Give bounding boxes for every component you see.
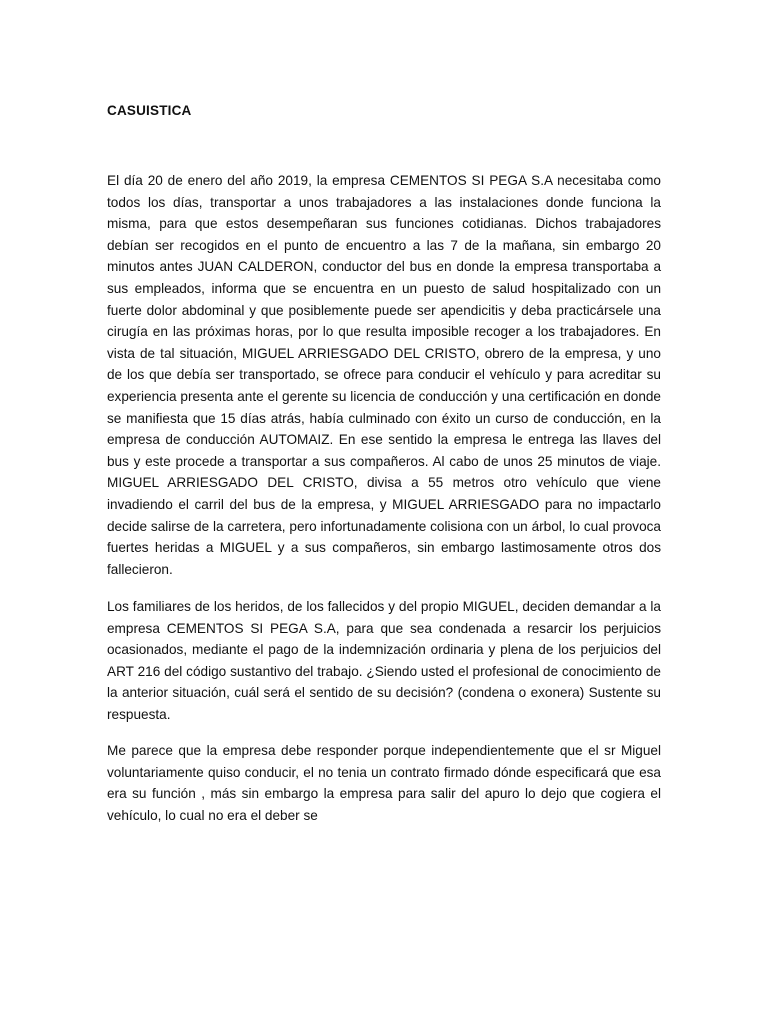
paragraph-case-question: Los familiares de los heridos, de los fallecidos y del propio MIGUEL, deciden demandar a la empresa CEMENTOS SI PEGA S.A, para que sea condenada a resarcir los perjuicios ocasionados, mediante el pago de la indemnización ordinaria y plena de los perjuicios del ART 216 del código sustantivo del trabajo. ¿Siendo usted el profesional de conocimiento de la anterior situación, cuál será el sentido de su decisión? (condena o exonera) Sustente su respuesta. [107,599,661,722]
paragraph-case-facts: El día 20 de enero del año 2019, la empresa CEMENTOS SI PEGA S.A necesitaba como todos los días, transportar a unos trabajadores a las instalaciones donde funciona la misma, para que estos desempeñaran sus funciones cotidianas. Dichos trabajadores debían ser recogidos en el punto de encuentro a las 7 de la mañana, sin embargo 20 minutos antes JUAN CALDERON, conductor del bus en donde la empresa transportaba a sus empleados, informa que se encuentra en un puesto de salud hospitalizado con un fuerte dolor abdominal y que posiblemente puede ser apendicitis y deba practicársele una cirugía en las próximas horas, por lo que resulta imposible recoger a los trabajadores. En vista de tal situación, MIGUEL ARRIESGADO DEL CRISTO, obrero de la empresa, y uno de los que debía ser transportado, se ofrece para conducir el vehículo y para acreditar su experiencia presenta ante el gerente su licencia de conducción y una certificación en donde se manifiesta que 15 días atrás, había culminado con éxito un curso de conducción, en la empresa de conducción AUTOMAIZ. En ese sentido la empresa le entrega las llaves del bus y este procede a transportar a sus compañeros. Al cabo de unos 25 minutos de viaje. MIGUEL ARRIESGADO DEL CRISTO, divisa a 55 metros otro vehículo que viene invadiendo el carril del bus de la empresa, y MIGUEL ARRIESGADO para no impactarlo decide salirse de la carretera, pero infortunadamente colisiona con un árbol, lo cual provoca fuertes heridas a MIGUEL y a sus compañeros, sin embargo lastimosamente otros dos fallecieron. [107,173,661,577]
document-title: CASUISTICA [107,103,192,118]
paragraph-answer: Me parece que la empresa debe responder porque independientemente que el sr Miguel voluntariamente quiso conducir, el no tenia un contrato firmado dónde especificará que esa era su función , más sin embargo la empresa para salir del apuro lo dejo que cogiera el vehículo, lo cual no era el deber se [107,743,661,823]
